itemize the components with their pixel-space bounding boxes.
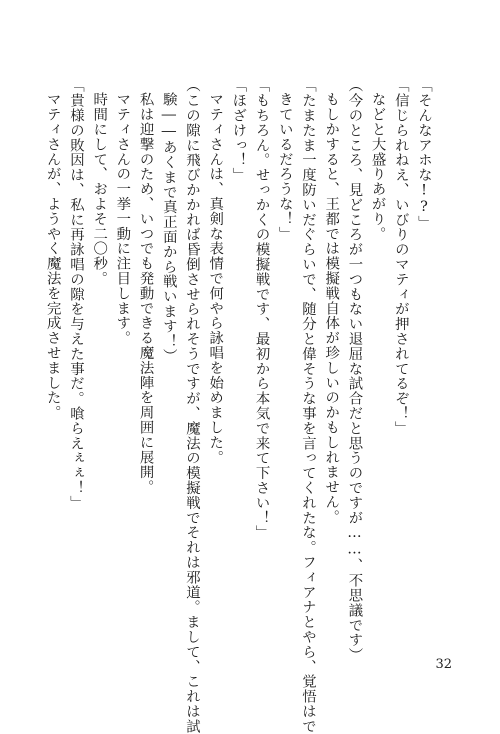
text-line: 「そんなアホな!?」 — [416, 78, 432, 231]
text-line: 時間にして、およそ二〇秒。 — [91, 92, 108, 286]
page-number: 32 — [435, 657, 452, 672]
text-line: 「たまたま一度防いだぐらいで、随分と偉そうな事を言ってくれたな。フィアナとやら、覚悟はで — [299, 78, 316, 734]
text-line: 「ほざけっ！」 — [230, 78, 247, 183]
text-line: マティさんは、真剣な表情で何やら詠唱を始めました。 — [207, 92, 224, 465]
text-line: （今のところ、見どころが一つもない退屈な試合だと思うのですが……、不思議です） — [346, 78, 363, 663]
text-line: 験――あくまで真正面から戦います！） — [160, 92, 177, 364]
text-line: もしかすると、王都では模擬戦自体が珍しいのかもしれません。 — [323, 92, 340, 525]
text-line: （この隙に飛びかかれば昏倒させられそうですが、魔法の模擬戦でそれは邪道。まして、これは試 — [183, 78, 200, 734]
text-line: きているだろうな！」 — [276, 92, 293, 241]
text-line: 私は迎撃のため、いつでも発動できる魔法陣を周囲に展開。 — [137, 92, 154, 495]
text-line: 「もちろん。せっかくの模擬戦です、最初から本気で来て下さい！」 — [253, 78, 270, 540]
vertical-text-body — [44, 78, 435, 734]
text-line: 「信じられねえ、いびりのマティが押されてるぞ！」 — [392, 78, 409, 436]
text-line: マティさんの一挙一動に注目します。 — [114, 92, 131, 346]
text-line: などと大盛りあがり。 — [369, 92, 386, 241]
text-line: 「貴様の敗因は、私に再詠唱の隙を与えた事だ。喰らえぇぇ！」 — [67, 78, 84, 511]
text-line: マティさんが、ようやく魔法を完成させました。 — [44, 92, 61, 420]
